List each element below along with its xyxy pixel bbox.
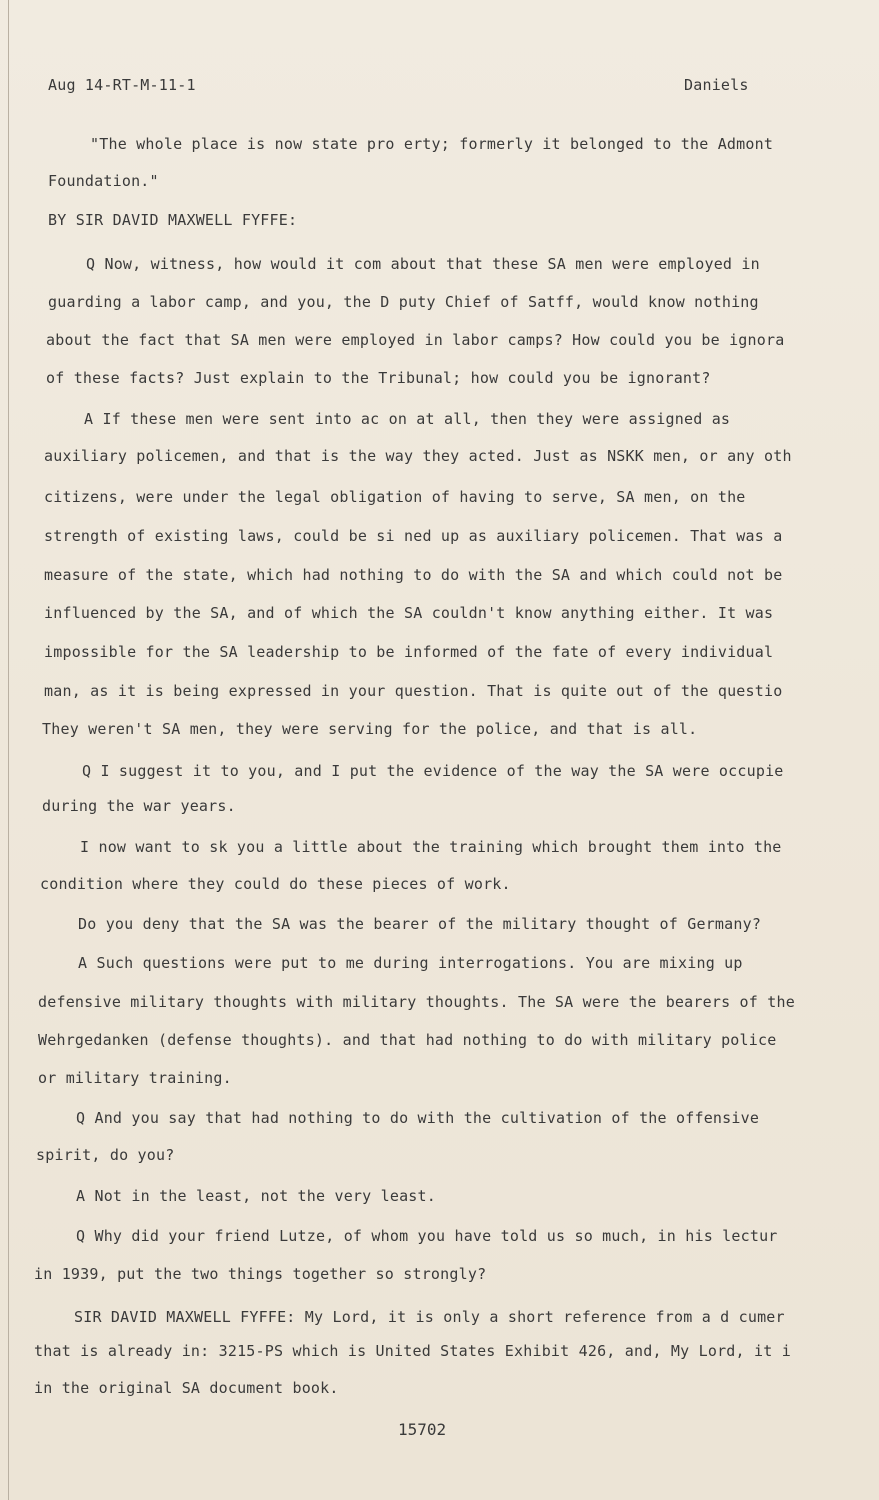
- text-line: during the war years.: [42, 797, 236, 815]
- text-line: Do you deny that the SA was the bearer of the military thought of Germany?: [78, 915, 762, 933]
- text-line: Q And you say that had nothing to do with the cultivation of the offensive: [76, 1109, 760, 1127]
- speaker-heading: BY SIR DAVID MAXWELL FYFFE:: [48, 211, 298, 229]
- reporter-name: Daniels: [684, 76, 749, 94]
- text-line: defensive military thoughts with military thoughts. The SA were the bearers of the: [38, 993, 795, 1011]
- speaker-heading: SIR DAVID MAXWELL FYFFE: My Lord, it is only a short reference from a d cumer: [74, 1308, 785, 1326]
- text-line: Q I suggest it to you, and I put the evidence of the way the SA were occupie: [82, 762, 784, 780]
- text-line: that is already in: 3215-PS which is United States Exhibit 426, and, My Lord, it i: [34, 1342, 791, 1360]
- text-line: influenced by the SA, and of which the SA couldn't know anything either. It was: [44, 604, 774, 622]
- text-line: Foundation.": [48, 172, 159, 190]
- text-line: A If these men were sent into ac on at all, then they were assigned as: [84, 410, 731, 428]
- text-line: They weren't SA men, they were serving for the police, and that is all.: [42, 720, 698, 738]
- page-number: 15702: [398, 1420, 447, 1439]
- text-line: citizens, were under the legal obligation of having to serve, SA men, on the: [44, 488, 746, 506]
- text-line: impossible for the SA leadership to be informed of the fate of every individual: [44, 643, 774, 661]
- text-line: about the fact that SA men were employed in labor camps? How could you be ignora: [46, 331, 785, 349]
- text-line: Q Now, witness, how would it com about that these SA men were employed in: [86, 255, 760, 273]
- text-line: condition where they could do these pieces of work.: [40, 875, 511, 893]
- text-line: or military training.: [38, 1069, 232, 1087]
- text-line: A Such questions were put to me during interrogations. You are mixing up: [78, 954, 743, 972]
- text-line: strength of existing laws, could be si ned up as auxiliary policemen. That was a: [44, 527, 783, 545]
- page-left-edge: [8, 0, 17, 1500]
- text-line: spirit, do you?: [36, 1146, 175, 1164]
- text-line: in 1939, put the two things together so strongly?: [34, 1265, 487, 1283]
- text-line: I now want to sk you a little about the training which brought them into the: [80, 838, 782, 856]
- text-line: in the original SA document book.: [34, 1379, 339, 1397]
- text-line: guarding a labor camp, and you, the D puty Chief of Satff, would know nothing: [48, 293, 759, 311]
- text-line: of these facts? Just explain to the Tribunal; how could you be ignorant?: [46, 369, 711, 387]
- text-line: A Not in the least, not the very least.: [76, 1187, 436, 1205]
- text-line: man, as it is being expressed in your question. That is quite out of the questio: [44, 682, 783, 700]
- text-line: "The whole place is now state pro erty; formerly it belonged to the Admont: [90, 135, 774, 153]
- document-id: Aug 14-RT-M-11-1: [48, 76, 196, 94]
- text-line: Q Why did your friend Lutze, of whom you have told us so much, in his lectur: [76, 1227, 778, 1245]
- text-line: Wehrgedanken (defense thoughts). and that had nothing to do with military police: [38, 1031, 777, 1049]
- text-line: measure of the state, which had nothing to do with the SA and which could not be: [44, 566, 783, 584]
- text-line: auxiliary policemen, and that is the way they acted. Just as NSKK men, or any oth: [44, 447, 792, 465]
